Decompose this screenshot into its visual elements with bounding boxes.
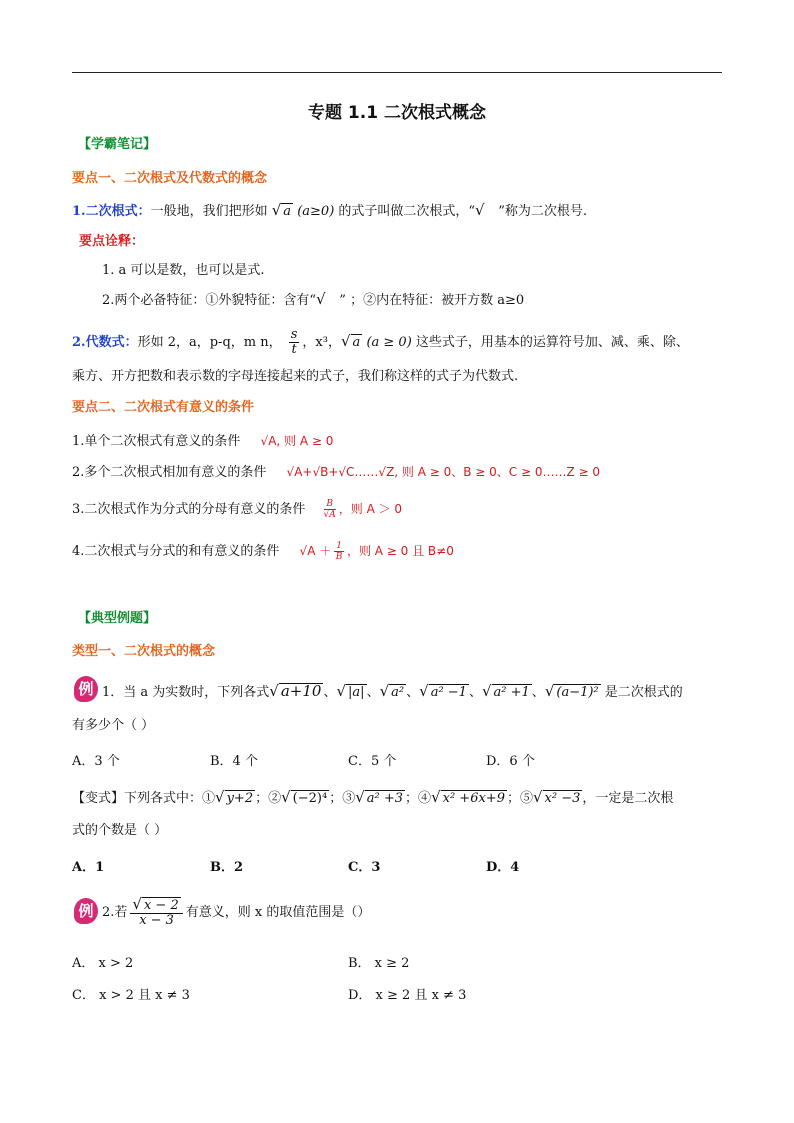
fraction-numerator: 1	[336, 541, 342, 551]
question-1-line2: 有多少个（ ）	[72, 718, 155, 733]
condition-3	[72, 498, 402, 521]
definition-radical-text-b: 的式子叫做二次根式，“	[334, 204, 476, 219]
radical-expression: a² +1	[493, 685, 530, 700]
radical-icon: √	[355, 788, 365, 806]
question-2-text-a: 2.若	[102, 905, 128, 920]
radical-expression: x² −3	[544, 791, 581, 806]
question-1-text-a: 1．当 a 为实数时，下列各式	[102, 685, 270, 700]
condition-text: 1.单个二次根式有意义的条件	[72, 434, 241, 449]
q1-option-a[interactable]: A．3 个	[72, 754, 120, 769]
question-2	[102, 893, 370, 933]
point1-heading: 要点一、二次根式及代数式的概念	[72, 171, 268, 186]
radical-expression: x − 2	[143, 898, 179, 913]
definition-algebraic-text-a: 形如 2，a，p-q，m n，	[137, 335, 282, 350]
variant-text-b: ，一定是二次根	[582, 791, 674, 806]
definition-radical	[72, 201, 587, 221]
condition-formula: ，则 A ＞ 0	[338, 502, 403, 516]
page-title: 专题 1.1 二次根式概念	[308, 103, 486, 123]
radical-expression: (a−1)²	[556, 685, 599, 700]
radical-expression: a² +3	[366, 791, 404, 806]
example-badge-icon: 例	[74, 676, 98, 702]
q2-option-d[interactable]: D． x ≥ 2 且 x ≠ 3	[348, 988, 467, 1003]
variant-line2: 式的个数是（ ）	[72, 823, 168, 838]
radical-icon: √	[269, 682, 279, 700]
variant-mark: ；③	[329, 791, 356, 806]
variant-question	[72, 786, 673, 810]
fraction-denominator: x − 3	[139, 913, 174, 928]
radical-expression: a² −1	[430, 685, 467, 700]
definition-algebraic-line2: 乘方、开方把数和表示数的字母连接起来的式子，我们称这样的式子为代数式.	[72, 369, 519, 384]
condition-formula: √A+√B+√C……√Z, 则 A ≥ 0、B ≥ 0、C ≥ 0……Z ≥ 0	[286, 465, 601, 479]
radical-icon: √	[379, 682, 390, 700]
radical-icon: √	[281, 788, 291, 806]
fraction-denominator: t	[291, 342, 297, 357]
note-2	[102, 290, 524, 310]
q1-option-d[interactable]: D．6 个	[486, 754, 535, 769]
q2-option-b[interactable]: B． x ≥ 2	[348, 956, 410, 971]
condition-text: 4.二次根式与分式的和有意义的条件	[72, 544, 280, 559]
condition-2	[72, 463, 600, 482]
radical-expression: |a|	[348, 685, 365, 700]
question-1: 1．当 a 为实数时，下列各式√ a+10 、√ |a| 、√ a² 、√ a² −1 、√ a² +1 、√ (a−1)² 是二次根式的	[102, 682, 683, 700]
question-2-text-b: 有意义，则 x 的取值范围是（）	[185, 905, 371, 920]
definition-algebraic-label: 2.代数式：	[72, 335, 138, 350]
section-examples-heading: 【典型例题】	[78, 611, 157, 626]
condition-text: 3.二次根式作为分式的分母有意义的条件	[72, 502, 306, 517]
definition-algebraic-text-c: 这些式子，用基本的运算符号加、减、乘、除、	[411, 335, 689, 350]
radicand: a	[283, 204, 292, 219]
q2-option-c[interactable]: C． x > 2 且 x ≠ 3	[72, 988, 190, 1003]
variant-text-a: 【变式】下列各式中：①	[72, 791, 216, 806]
question-2-fraction	[130, 897, 182, 928]
header-rule	[72, 72, 722, 73]
section-notes-heading: 【学霸笔记】	[78, 137, 157, 152]
fraction-denominator: B	[335, 552, 343, 562]
radical-expression: y+2	[226, 791, 254, 806]
radical-sign-icon: √	[316, 290, 336, 308]
condition: (a≥0)	[297, 204, 335, 219]
radical-icon: √	[532, 788, 543, 806]
radical-icon: √	[340, 332, 351, 350]
condition-fraction	[334, 541, 344, 562]
notes-label: 要点诠释：	[79, 234, 145, 249]
note-1: 1. a 可以是数，也可以是式.	[102, 263, 265, 278]
radical-icon: √	[215, 788, 225, 806]
condition: (a ≥ 0)	[366, 335, 412, 350]
radical-expression: a²	[391, 685, 405, 700]
condition-fraction	[324, 499, 336, 520]
variant-mark: ；④	[405, 791, 432, 806]
radical-sign-icon: √	[475, 201, 495, 219]
fraction-numerator: s	[290, 327, 298, 342]
radical-expression: x² +6x+9	[442, 791, 505, 806]
radical-expression: a+10	[280, 682, 322, 700]
radicand: a	[352, 335, 361, 350]
radical-icon: √	[419, 682, 429, 700]
q1-option-c[interactable]: C．5 个	[348, 754, 397, 769]
radical-icon: √	[481, 682, 492, 700]
radical-expression: (−2)⁴	[292, 791, 328, 806]
radical-icon: √	[544, 682, 555, 700]
definition-algebraic	[72, 327, 689, 357]
note-2-text-a: 2.两个必备特征：①外貌特征：含有“	[102, 293, 317, 308]
radical-icon: √	[271, 201, 282, 219]
variant-option-a[interactable]: A．1	[72, 860, 105, 875]
fraction-denominator: √A	[323, 510, 336, 520]
condition-text: 2.多个二次根式相加有意义的条件	[72, 465, 267, 480]
variant-option-d[interactable]: D．4	[486, 860, 520, 875]
condition-formula-head: √A ＋	[299, 544, 332, 558]
fraction-s-over-t	[289, 328, 300, 357]
variant-mark: ；⑤	[506, 791, 533, 806]
radical-icon: √	[336, 682, 347, 700]
q1-option-b[interactable]: B．4 个	[210, 754, 258, 769]
definition-algebraic-text-b: ，x³，	[302, 335, 341, 350]
fraction-numerator	[130, 897, 182, 914]
condition-formula: ，则 A ≥ 0 且 B≠0	[346, 544, 454, 558]
variant-option-b[interactable]: B．2	[210, 860, 244, 875]
point2-heading: 要点二、二次根式有意义的条件	[72, 400, 255, 415]
variant-mark: ；②	[255, 791, 282, 806]
radical-icon: √	[132, 895, 142, 913]
fraction-numerator: B	[324, 499, 336, 510]
type1-heading: 类型一、二次根式的概念	[72, 644, 216, 659]
condition-1	[72, 432, 333, 451]
note-2-text-b: ” ；②内在特征：被开方数 a≥0	[335, 293, 525, 308]
definition-radical-text-a: 一般地，我们把形如	[150, 204, 268, 219]
variant-option-c[interactable]: C．3	[348, 860, 381, 875]
definition-radical-label: 1.二次根式：	[72, 204, 151, 219]
question-1-text-b: 是二次根式的	[604, 685, 683, 700]
condition-4	[72, 540, 454, 563]
q2-option-a[interactable]: A． x > 2	[72, 956, 134, 971]
condition-formula: √A, 则 A ≥ 0	[260, 434, 334, 448]
example-badge-icon: 例	[74, 898, 98, 924]
definition-radical-text-c: ”称为二次根号.	[494, 204, 588, 219]
radical-icon: √	[431, 788, 441, 806]
